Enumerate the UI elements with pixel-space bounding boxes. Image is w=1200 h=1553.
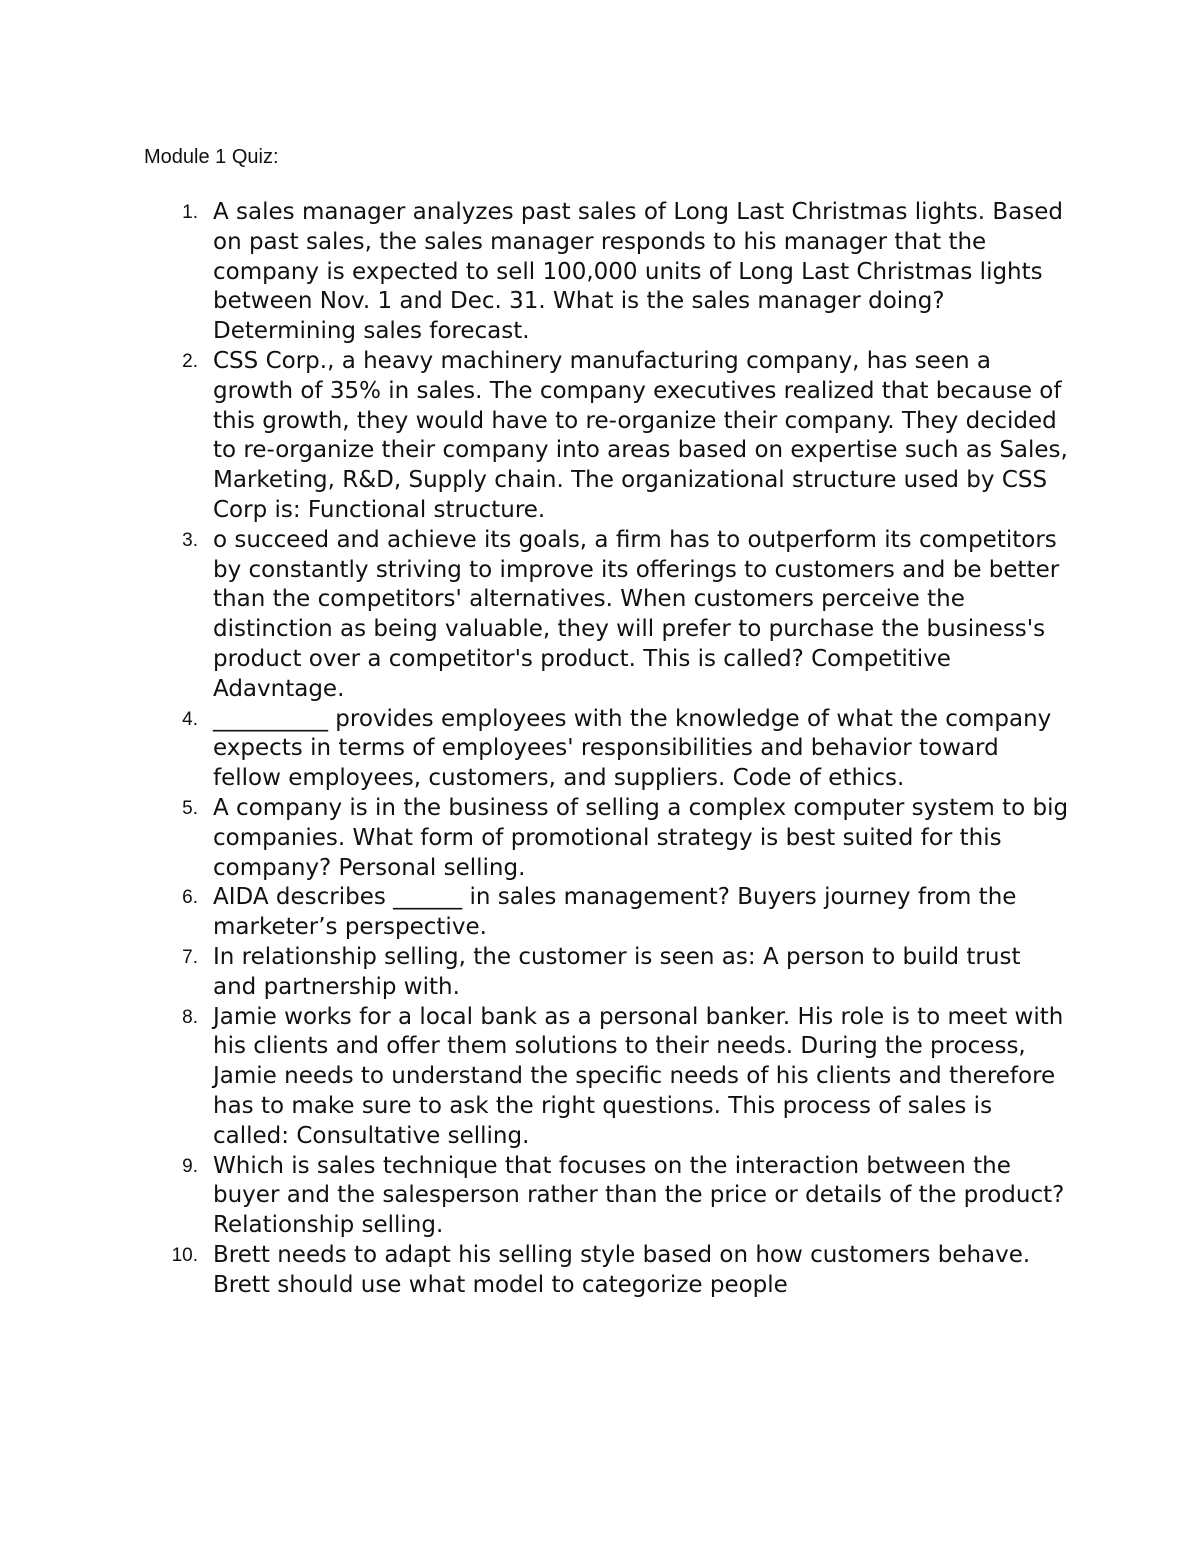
question-text: Jamie works for a local bank as a personal banker. His role is to meet with his clients and offer them solutions to their needs. During the process, Jamie needs to understand the specific needs of his clients and therefore has to make sure to ask the right questions. This process of sales is called: Consultative selling.: [213, 1003, 1064, 1149]
question-text: In relationship selling, the customer is seen as: A person to build trust and partnership with.: [213, 943, 1021, 1000]
question-number: 4.: [182, 708, 198, 730]
question-text: Which is sales technique that focuses on the interaction between the buyer and the salesperson rather than the price or details of the product? Relationship selling.: [213, 1152, 1065, 1239]
question-number: 10.: [171, 1244, 198, 1266]
quiz-question-list: [140, 198, 1070, 1300]
quiz-question-4: [140, 705, 1070, 794]
quiz-question-1: [140, 198, 1070, 347]
quiz-question-3: [140, 526, 1070, 705]
question-text: A company is in the business of selling a complex computer system to big companies. What form of promotional strategy is best suited for this company? Personal selling.: [213, 794, 1069, 881]
question-text: A sales manager analyzes past sales of Long Last Christmas lights. Based on past sales, the sales manager responds to his manager that the company is expected to sell 100,000 units of Long Last Christmas lights between Nov. 1 and Dec. 31. What is the sales manager doing? Determining sales forecast.: [213, 199, 1063, 345]
quiz-question-2: [140, 347, 1070, 526]
question-number: 6.: [182, 887, 198, 909]
question-number: 5.: [182, 797, 198, 819]
question-text: CSS Corp., a heavy machinery manufacturing company, has seen a growth of 35% in sales. The company executives realized that because of this growth, they would have to re-organize their company. They decided to re-organize their company into areas based on expertise such as Sales, Marketing, R&D, Supply chain. The organizational structure used by CSS Corp is: Functional structure.: [213, 347, 1068, 523]
question-number: 2.: [182, 350, 198, 372]
document-title: Module 1 Quiz:: [144, 146, 279, 168]
question-text: Brett needs to adapt his selling style based on how customers behave. Brett should use what model to categorize people: [213, 1241, 1031, 1298]
quiz-question-10: [140, 1241, 1070, 1301]
quiz-question-6: [140, 883, 1070, 943]
question-text: AIDA describes ______ in sales management? Buyers journey from the marketer’s perspective.: [213, 884, 1017, 941]
question-number: 8.: [182, 1006, 198, 1028]
quiz-question-9: [140, 1152, 1070, 1241]
question-text: o succeed and achieve its goals, a firm has to outperform its competitors by constantly striving to improve its offerings to customers and be better than the competitors' alternatives. When customers perceive the distinction as being valuable, they will prefer to purchase the business's product over a competitor's product. This is called? Competitive Adavntage.: [213, 526, 1060, 702]
question-number: 1.: [182, 202, 198, 223]
quiz-question-7: [140, 943, 1070, 1003]
question-number: 7.: [182, 946, 198, 968]
question-text: __________ provides employees with the knowledge of what the company expects in terms of employees' responsibilities and behavior toward fellow employees, customers, and suppliers. Code of ethics.: [213, 705, 1052, 792]
question-number: 3.: [182, 529, 198, 551]
quiz-question-8: [140, 1003, 1070, 1152]
question-number: 9.: [182, 1155, 198, 1177]
quiz-question-5: [140, 794, 1070, 883]
